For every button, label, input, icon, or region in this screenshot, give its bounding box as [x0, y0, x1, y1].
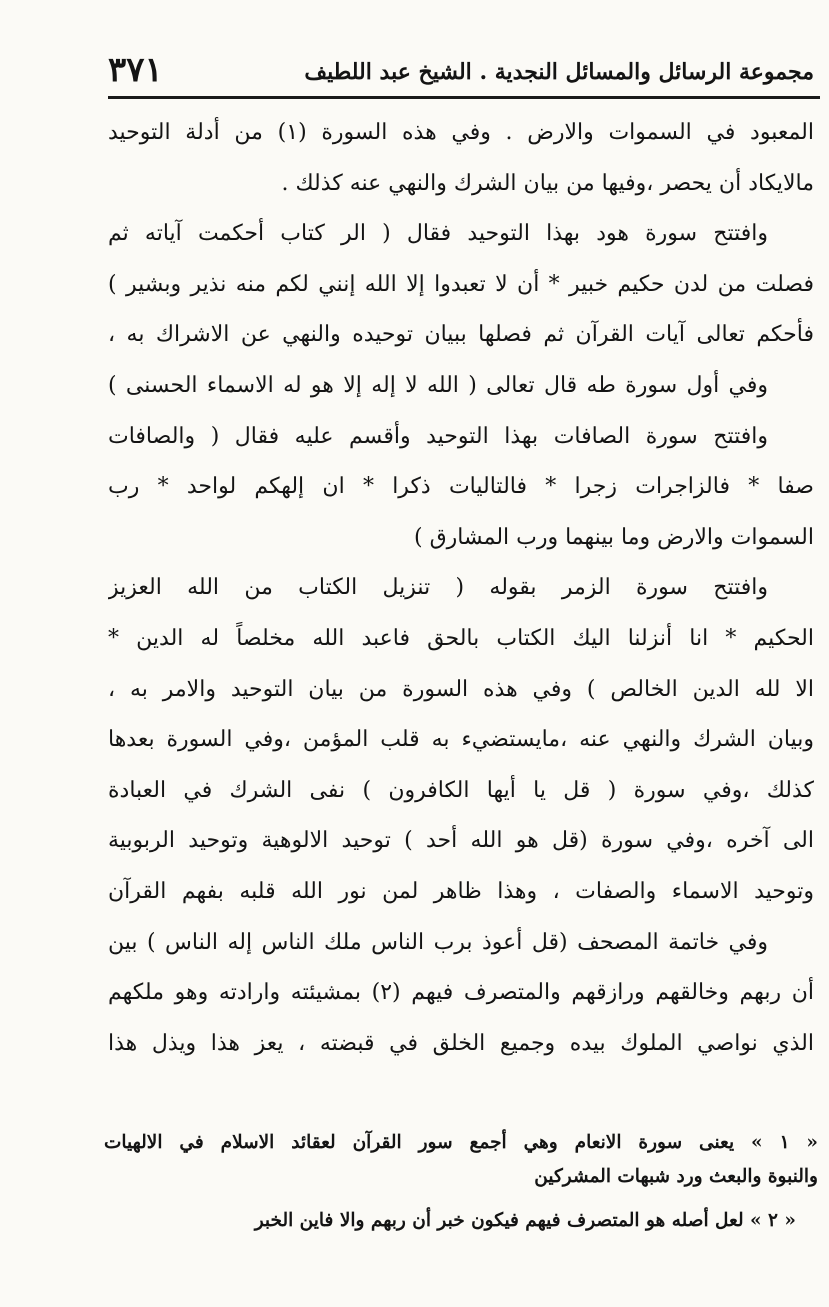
text-line: وفي خاتمة المصحف (قل أعوذ برب الناس ملك الناس إله الناس ) بين [108, 929, 768, 955]
text-line: وافتتح سورة هود بهذا التوحيد فقال ( الر كتاب أحكمت آياته ثم [108, 221, 768, 247]
body-text [108, 108, 814, 1069]
text-line: فأحكم تعالى آيات القرآن ثم فصلها ببيان توحيده والنهي عن الاشراك به ، [108, 322, 814, 348]
footnotes [104, 1126, 818, 1238]
footnote-line: « ١ » يعنى سورة الانعام وهي أجمع سور القرآن لعقائد الاسلام في الالهيات [104, 1132, 818, 1153]
text-line: صفا * فالزاجرات زجرا * فالتاليات ذكرا * ان إلهكم لواحد * رب [108, 474, 814, 500]
text-line: الذي نواصي الملوك بيده وجميع الخلق في قبضته ، يعز هذا ويذل هذا [108, 1030, 814, 1056]
page-header [108, 40, 814, 92]
text-line: السموات والارض وما بينهما ورب المشارق ) [414, 524, 814, 550]
footnote-line: والنبوة والبعث ورد شبهات المشركين [534, 1166, 818, 1187]
text-line: وتوحيد الاسماء والصفات ، وهذا ظاهر لمن نور الله قلبه بفهم القرآن [108, 878, 814, 904]
text-line: أن ربهم وخالقهم ورازقهم والمتصرف فيهم (٢) بمشيئته وارادته وهو ملكهم [108, 980, 814, 1006]
text-line: المعبود في السموات والارض . وفي هذه السورة (١) من أدلة التوحيد [108, 120, 814, 145]
text-line: وفي أول سورة طه قال تعالى ( الله لا إله إلا هو له الاسماء الحسنى ) [108, 372, 768, 398]
text-line: مالايكاد أن يحصر ،وفيها من بيان الشرك والنهي عنه كذلك . [281, 170, 814, 196]
text-line: الا لله الدين الخالص ) وفي هذه السورة من بيان التوحيد والامر به ، [108, 676, 814, 702]
text-line: كذلك ،وفي سورة ( قل يا أيها الكافرون ) نفى الشرك في العبادة [108, 777, 814, 803]
text-line: الى آخره ،وفي سورة (قل هو الله أحد ) توحيد الالوهية وتوحيد الربوبية [108, 828, 814, 854]
page-number: ٣٧١ [108, 50, 163, 90]
text-line: وافتتح سورة الزمر بقوله ( تنزيل الكتاب من الله العزيز [108, 575, 768, 601]
text-line: فصلت من لدن حكيم خبير * أن لا تعبدوا إلا الله إنني لكم منه نذير وبشير ) [108, 271, 814, 297]
text-line: وبيان الشرك والنهي عنه ،مايستضيء به قلب المؤمن ،وفي السورة بعدها [108, 727, 814, 753]
text-line: وافتتح سورة الصافات بهذا التوحيد وأقسم عليه فقال ( والصافات [108, 423, 768, 449]
footnote-line: « ٢ » لعل أصله هو المتصرف فيهم فيكون خبر أن ربهم والا فاين الخبر [254, 1210, 796, 1231]
text-line: الحكيم * انا أنزلنا اليك الكتاب بالحق فاعبد الله مخلصاً له الدين * [108, 625, 814, 651]
header-rule [108, 96, 820, 99]
running-title: مجموعة الرسائل والمسائل النجدية . الشيخ عبد اللطيف [304, 59, 814, 85]
